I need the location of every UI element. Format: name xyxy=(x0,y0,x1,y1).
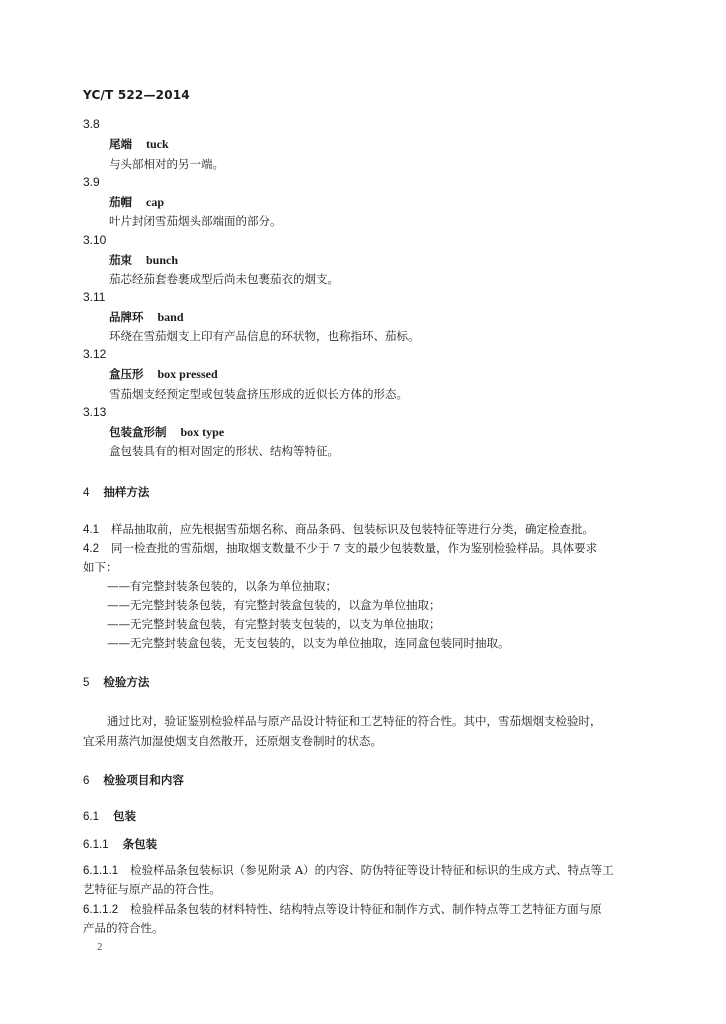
term-en: band xyxy=(157,310,184,324)
paragraph-line: 通过比对，验证鉴别检验样品与原产品设计特征和工艺特征的符合性。其中，雪茄烟烟支检验时， xyxy=(107,714,602,728)
subsection-heading xyxy=(83,836,157,852)
clause-text-continued: 产品的符合性。 xyxy=(83,921,164,935)
subsection-title: 包装 xyxy=(113,809,136,823)
term-zh: 尾端 xyxy=(109,137,132,151)
term-heading xyxy=(109,424,224,440)
paragraph-line: 宜采用蒸汽加湿使烟支自然散开，还原烟支卷制时的状态。 xyxy=(83,734,382,748)
list-item: ——无完整封装盒包装，无支包装的，以支为单位抽取，连同盒包装同时抽取。 xyxy=(107,636,510,650)
section-heading xyxy=(83,772,184,788)
term-zh: 盒压形 xyxy=(109,367,144,381)
subsection-heading xyxy=(83,808,136,824)
list-item: ——有完整封装条包装的，以条为单位抽取； xyxy=(107,579,337,593)
term-zh: 包装盒形制 xyxy=(109,425,167,439)
clause-number: 4.1 xyxy=(83,524,99,536)
clause-number: 6.1.1.2 xyxy=(83,904,119,916)
term-definition: 环绕在雪茄烟支上印有产品信息的环状物，也称指环、茄标。 xyxy=(109,329,420,343)
clause-6-1-1-1 xyxy=(83,862,614,878)
term-number: 3.12 xyxy=(83,347,107,361)
term-definition: 与头部相对的另一端。 xyxy=(109,157,224,171)
term-number: 3.9 xyxy=(83,175,100,189)
term-en: bunch xyxy=(146,253,179,267)
term-definition: 茄芯经茄套卷裹成型后尚未包裹茄衣的烟支。 xyxy=(109,272,339,286)
term-heading xyxy=(109,136,169,152)
clause-text: 检验样品条包装的材料特性、结构特点等设计特征和制作方式、制作特点等工艺特征方面与原 xyxy=(130,902,602,916)
term-en: cap xyxy=(146,195,164,209)
term-number: 3.10 xyxy=(83,233,107,247)
section-number: 6 xyxy=(83,775,90,787)
term-number: 3.8 xyxy=(83,117,100,131)
clause-4-2 xyxy=(83,540,597,556)
clause-text-continued: 艺特征与原产品的符合性。 xyxy=(83,882,221,896)
term-heading xyxy=(109,252,178,268)
term-definition: 盒包装具有的相对固定的形状、结构等特征。 xyxy=(109,444,339,458)
term-number: 3.13 xyxy=(83,405,107,419)
subsection-title: 条包装 xyxy=(122,837,158,851)
subsection-number: 6.1.1 xyxy=(83,839,109,851)
term-heading xyxy=(109,309,184,325)
clause-text: 样品抽取前，应先根据雪茄烟名称、商品条码、包装标识及包装特征等进行分类，确定检查批。 xyxy=(111,522,594,536)
term-en: box pressed xyxy=(157,367,218,381)
term-en: tuck xyxy=(146,137,169,151)
section-title: 检验项目和内容 xyxy=(103,773,184,787)
section-heading xyxy=(83,484,149,500)
clause-number: 4.2 xyxy=(83,543,99,555)
term-number: 3.11 xyxy=(83,290,106,304)
section-heading xyxy=(83,674,149,690)
term-heading xyxy=(109,366,218,382)
term-en: box type xyxy=(180,425,225,439)
clause-4-1 xyxy=(83,521,594,537)
page-number: 2 xyxy=(97,941,103,953)
list-item: ——无完整封装条包装，有完整封装盒包装的，以盒为单位抽取； xyxy=(107,598,441,612)
term-zh: 茄束 xyxy=(109,253,132,267)
term-heading xyxy=(109,194,164,210)
clause-text: 同一检查批的雪茄烟，抽取烟支数量不少于 7 支的最少包装数量，作为鉴别检验样品。具体要求 xyxy=(111,541,598,555)
section-title: 抽样方法 xyxy=(103,485,150,499)
term-definition: 叶片封闭雪茄烟头部端面的部分。 xyxy=(109,214,282,228)
clause-6-1-1-2 xyxy=(83,901,602,917)
section-title: 检验方法 xyxy=(103,675,150,689)
term-zh: 品牌环 xyxy=(109,310,144,324)
clause-text-continued: 如下： xyxy=(83,560,118,574)
clause-number: 6.1.1.1 xyxy=(83,865,119,877)
section-number: 4 xyxy=(83,487,90,499)
term-zh: 茄帽 xyxy=(109,195,132,209)
term-definition: 雪茄烟支经预定型或包装盒挤压形成的近似长方体的形态。 xyxy=(109,387,408,401)
subsection-number: 6.1 xyxy=(83,811,99,823)
clause-text: 检验样品条包装标识（参见附录 A）的内容、防伪特征等设计特征和标识的生成方式、特点等工 xyxy=(130,863,614,877)
list-item: ——无完整封装盒包装，有完整封装支包装的，以支为单位抽取； xyxy=(107,617,441,631)
section-number: 5 xyxy=(83,677,90,689)
standard-code-header: YC/T 522—2014 xyxy=(83,88,190,102)
